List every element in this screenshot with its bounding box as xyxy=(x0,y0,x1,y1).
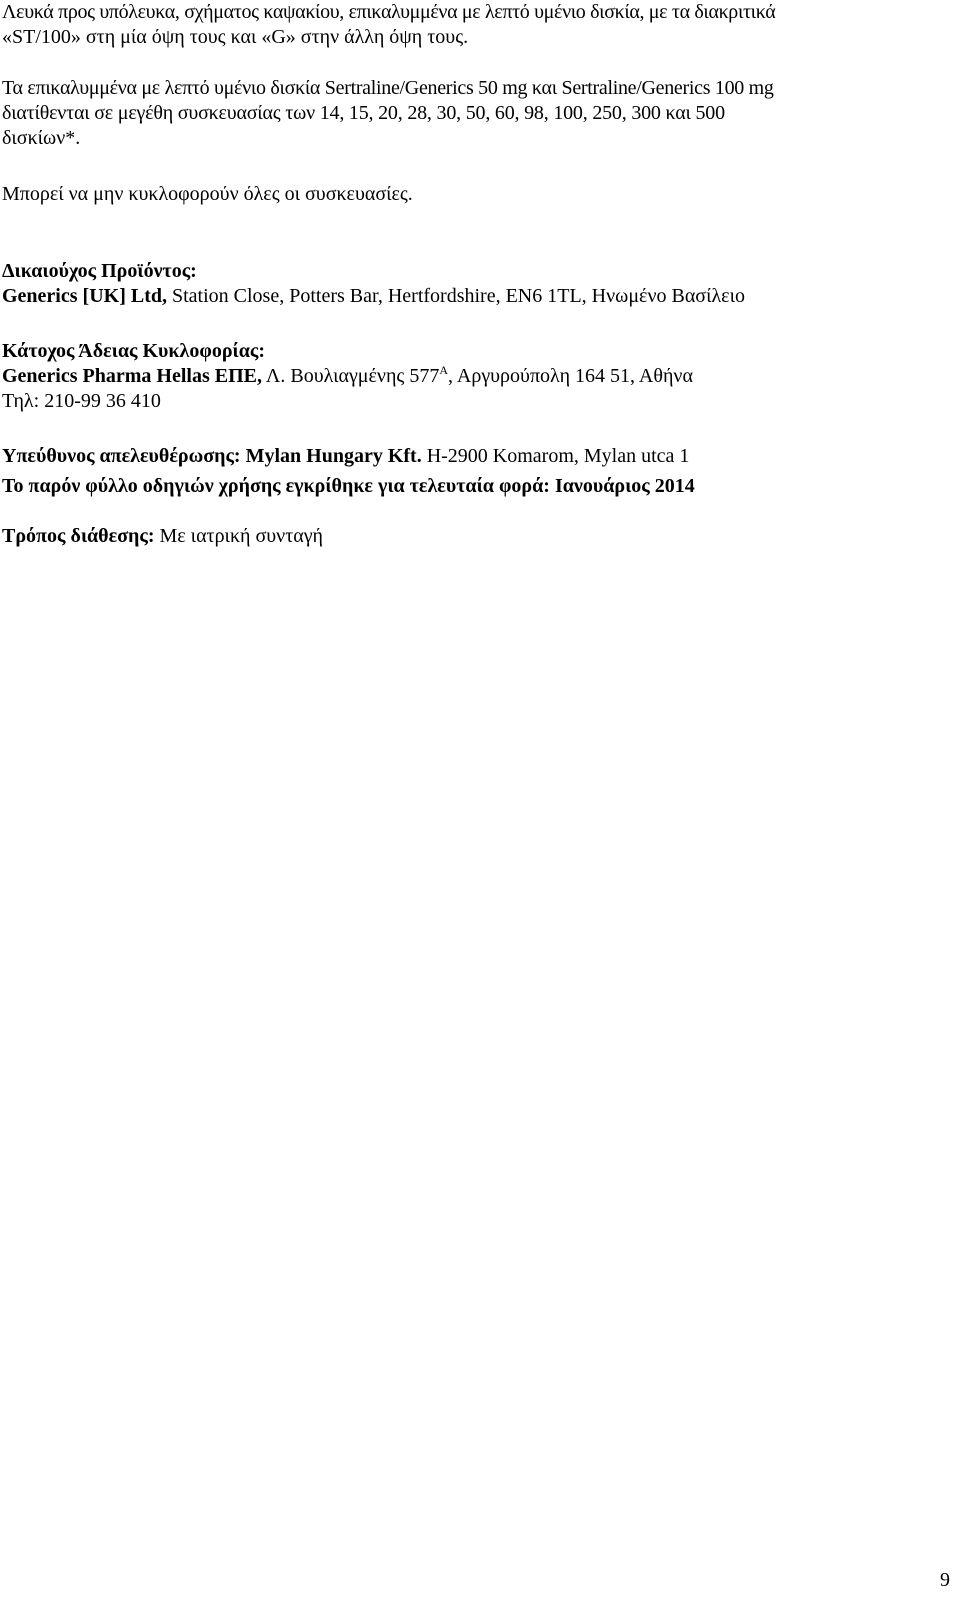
release-label: Υπεύθυνος απελευθέρωσης: xyxy=(2,445,241,467)
release-line xyxy=(2,444,695,469)
release-section xyxy=(2,444,695,499)
marketing-holder-label: Κάτοχος Άδειας Κυκλοφορίας: xyxy=(2,340,265,362)
marketing-holder-address-line xyxy=(2,364,693,389)
release-address: H-2900 Komarom, Mylan utca 1 xyxy=(421,445,690,467)
pack-sizes-line-2: διατίθενται σε μεγέθη συσκευασίας των 14, 15, 20, 28, 30, 50, 60, 98, 100, 250, 300 και 500 xyxy=(2,102,725,124)
product-owner-name: Generics [UK] Ltd, xyxy=(2,285,167,307)
marketing-holder-city: , Αργυρούπολη 164 51, Αθήνα xyxy=(448,365,693,387)
tablet-description-line-2: «ST/100» στη μία όψη τους και «G» στην άλλη όψη τους. xyxy=(2,26,469,48)
dispensing-line xyxy=(2,524,323,549)
marketing-holder-section xyxy=(2,339,693,414)
approval-line: Το παρόν φύλλο οδηγιών χρήσης εγκρίθηκε για τελευταία φορά: Ιανουάριος 2014 xyxy=(2,475,695,497)
pack-sizes xyxy=(2,76,774,151)
tablet-description xyxy=(2,0,775,50)
page-number: 9 xyxy=(940,1569,950,1591)
product-owner-line xyxy=(2,284,745,309)
marketing-holder-street-superscript: Α xyxy=(439,363,448,377)
release-name: Mylan Hungary Kft. xyxy=(240,445,422,467)
product-owner-section xyxy=(2,259,745,309)
marketing-holder-street: Λ. Βουλιαγμένης 577 xyxy=(261,365,440,387)
pack-sizes-line-3: δισκίων*. xyxy=(2,127,81,149)
availability-note: Μπορεί να μην κυκλοφορούν όλες οι συσκευασίες. xyxy=(2,183,413,205)
dispensing-section xyxy=(2,524,323,549)
dispensing-value: Με ιατρική συνταγή xyxy=(154,525,324,547)
tablet-description-line-1: Λευκά προς υπόλευκα, σχήματος καψακίου, επικαλυμμένα με λεπτό υμένιο δισκία, με τα διακριτικά xyxy=(2,1,776,23)
dispensing-label: Τρόπος διάθεσης: xyxy=(2,525,155,547)
product-owner-address: Station Close, Potters Bar, Hertfordshire, EN6 1TL, Ηνωμένο Βασίλειο xyxy=(166,285,745,307)
pack-sizes-line-1: Τα επικαλυμμένα με λεπτό υμένιο δισκία Sertraline/Generics 50 mg και Sertraline/Generics 100 mg xyxy=(2,77,774,99)
marketing-holder-phone: Τηλ: 210-99 36 410 xyxy=(2,390,161,412)
marketing-holder-name: Generics Pharma Hellas ΕΠΕ, xyxy=(2,365,262,387)
product-owner-label: Δικαιούχος Προϊόντος: xyxy=(2,260,197,282)
